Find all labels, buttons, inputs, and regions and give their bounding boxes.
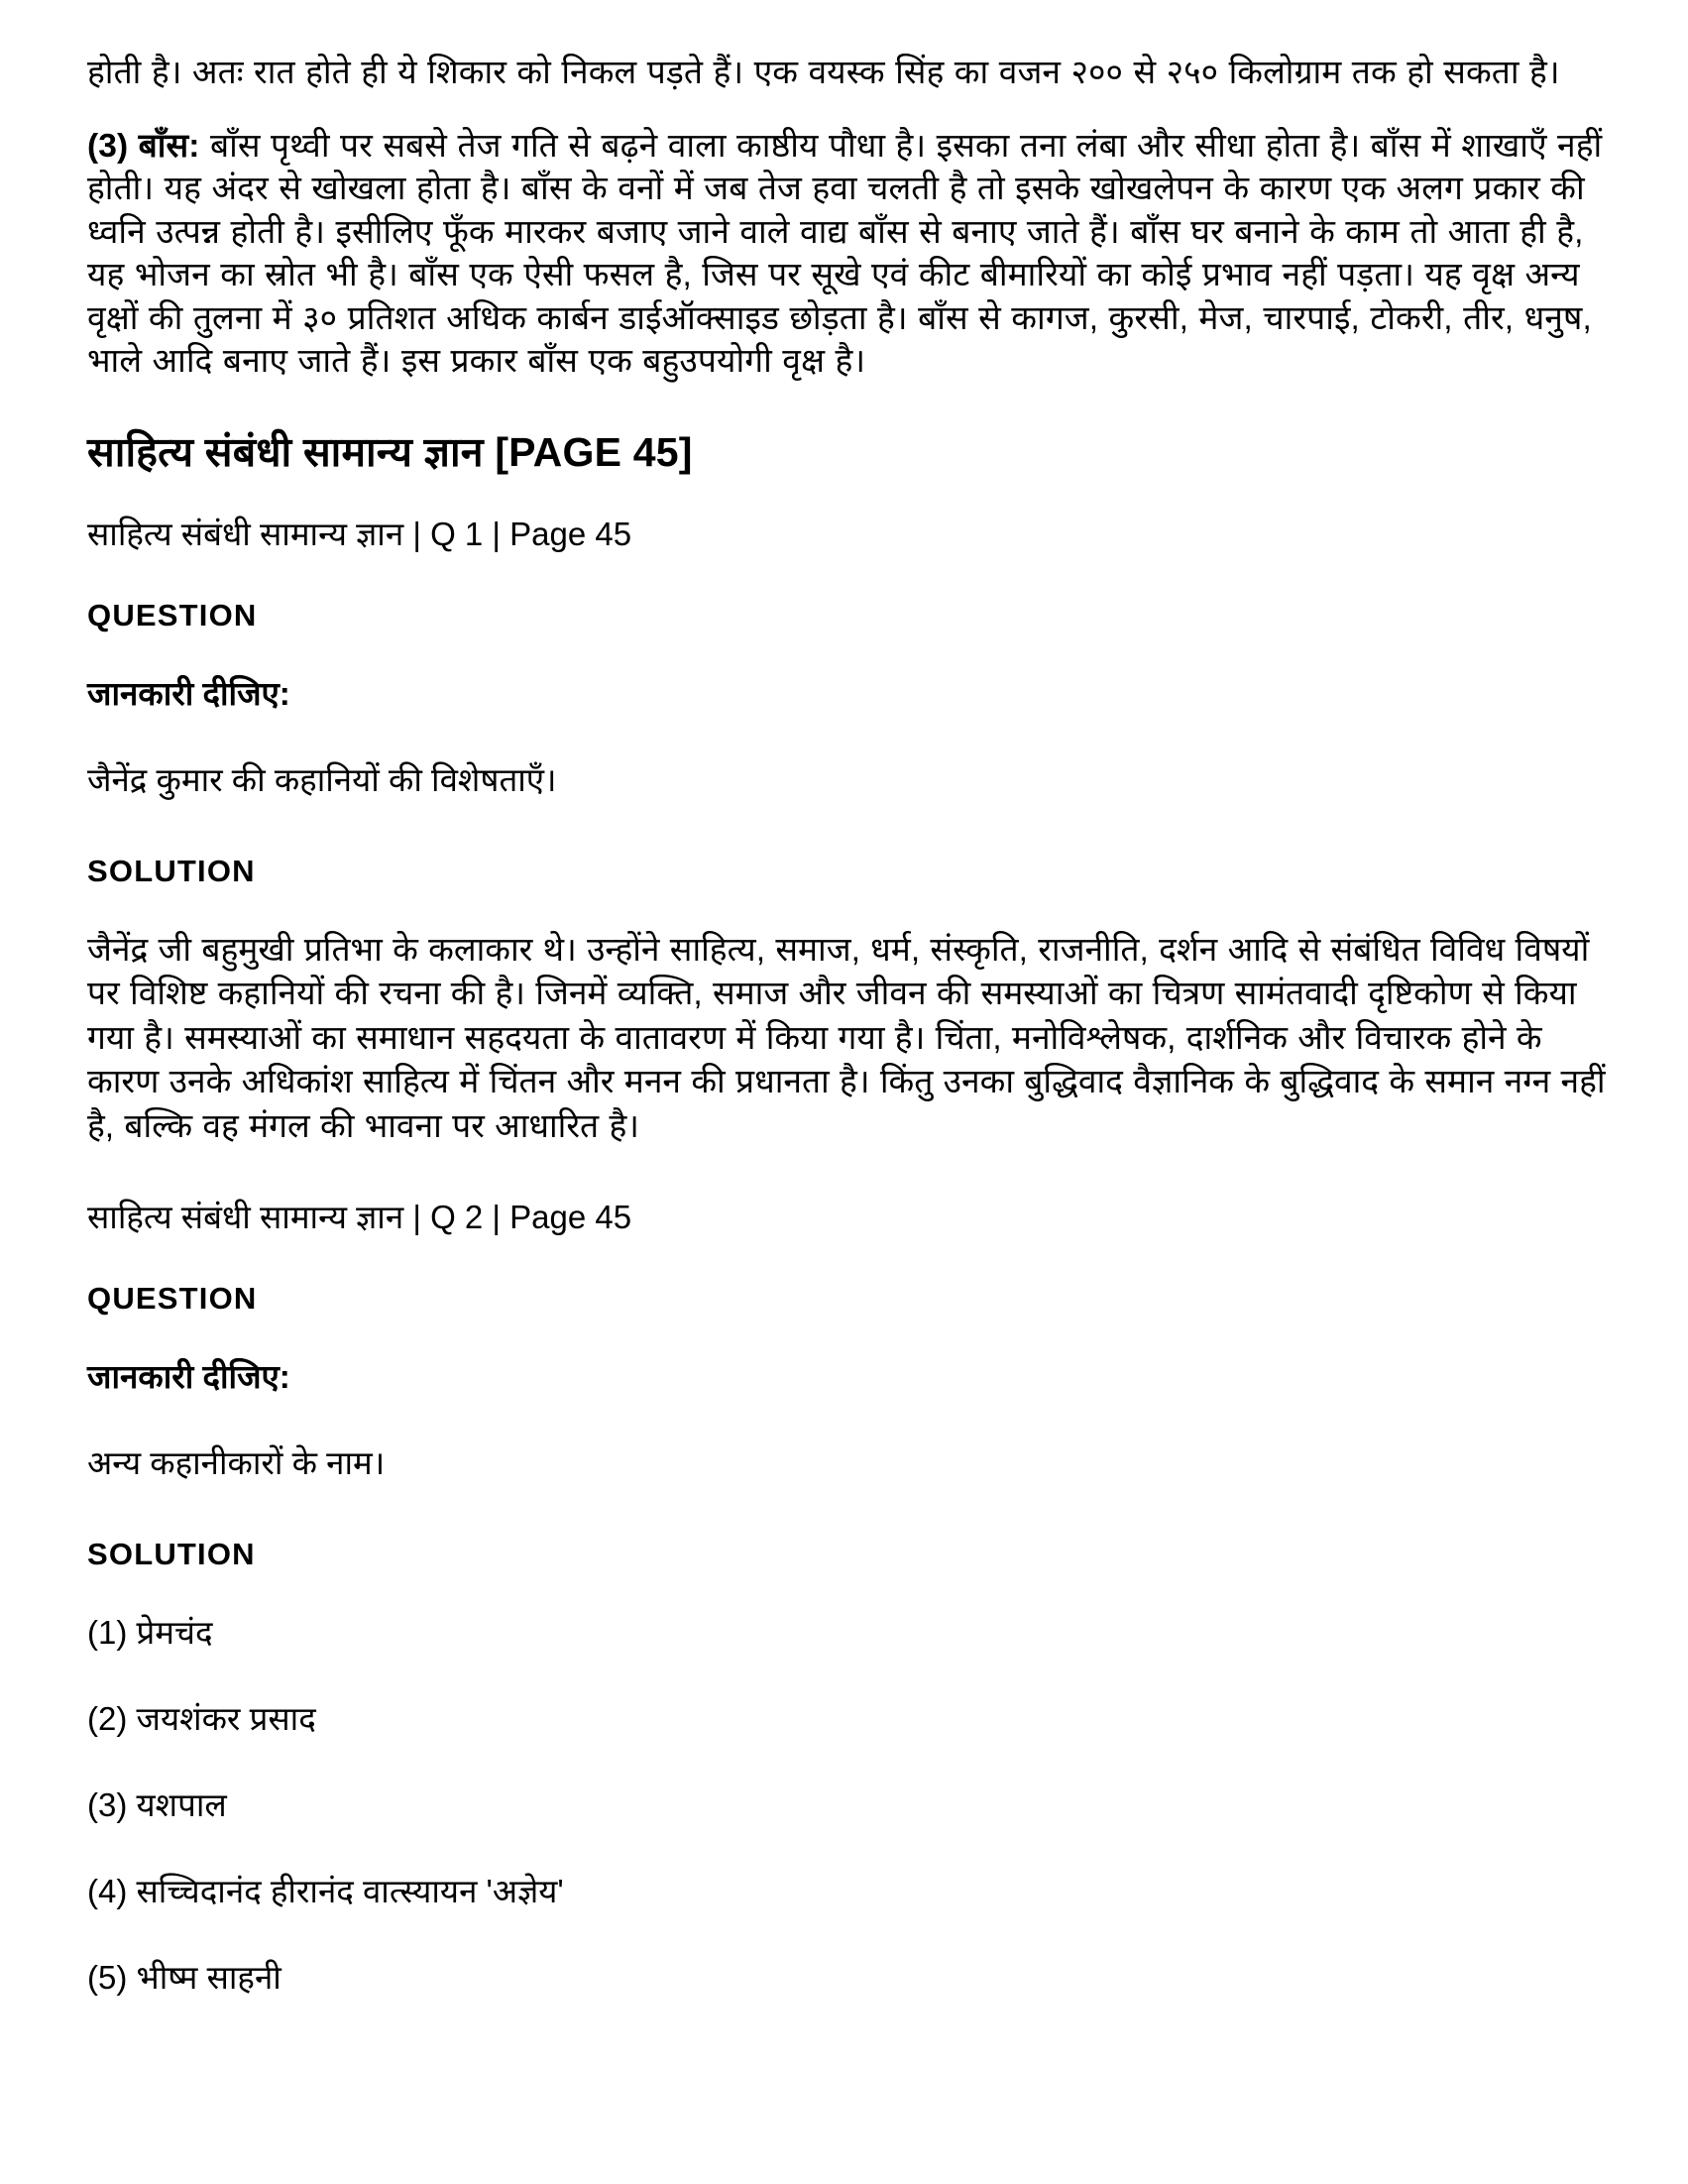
list-item: (1) प्रेमचंद bbox=[87, 1614, 213, 1652]
question-body-q2: अन्य कहानीकारों के नाम। bbox=[87, 1444, 386, 1482]
question-body-q1: जैनेंद्र कुमार की कहानियों की विशेषताएँ। bbox=[87, 760, 557, 798]
spacer bbox=[87, 1185, 1611, 1197]
question-reference-q2: साहित्य संबंधी सामान्य ज्ञान | Q 2 | Page 45 bbox=[87, 1199, 632, 1236]
list-item: (3) यशपाल bbox=[87, 1785, 227, 1823]
question-prompt-q1: जानकारी दीजिए: bbox=[87, 674, 290, 712]
list-item: (2) जयशंकर प्रसाद bbox=[87, 1700, 316, 1738]
list-item: (4) सच्चिदानंद हीरानंद वात्स्यायन 'अज्ञेय' bbox=[87, 1872, 564, 1909]
solution-label-q2: SOLUTION bbox=[87, 1537, 256, 1572]
question-label-q2: QUESTION bbox=[87, 1281, 258, 1317]
list-item: (5) भीष्म साहनी bbox=[87, 1958, 281, 1996]
solution-label-q1: SOLUTION bbox=[87, 853, 256, 888]
paragraph-lion-continuation: होती है। अतः रात होते ही ये शिकार को निकल पड़ते हैं। एक वयस्क सिंह का वजन २०० से २५० किलोग्राम तक हो सकता है। bbox=[87, 55, 1560, 91]
bamboo-body-text: बाँस पृथ्वी पर सबसे तेज गति से बढ़ने वाला काष्ठीय पौधा है। इसका तना लंबा और सीधा होता है। बाँस में शाखाएँ नहीं होती। यह अंदर से खोखला होता है। बाँस के वनों में जब तेज हवा चलती है तो इसके खोखलेपन के कारण एक अलग प्रकार की ध्वनि उत्पन्न होती है। इसीलिए फूँक मारकर बजाए जाने वाले वाद्य बाँस से बनाए जाते हैं। बाँस घर बनाने के काम तो आता ही है, यह भोजन का स्रोत भी है। बाँस एक ऐसी फसल है, जिस पर सूखे एवं कीट बीमारियों का कोई प्रभाव नहीं पड़ता। यह वृक्ष अन्य वृक्षों की तुलना में ३० प्रतिशत अधिक कार्बन डाईऑक्साइड छोड़ता है। बाँस से कागज, कुरसी, मेज, चारपाई, टोकरी, तीर, धनुष, भाले आदि बनाए जाते हैं। इस प्रकार बाँस एक बहुउपयोगी वृक्ष है। bbox=[87, 127, 1603, 381]
question-reference-q1: साहित्य संबंधी सामान्य ज्ञान | Q 1 | Page 45 bbox=[87, 516, 632, 553]
solution-list-q2 bbox=[87, 1612, 1611, 1999]
question-prompt-q2: जानकारी दीजिए: bbox=[87, 1358, 290, 1396]
bamboo-lead-label: (3) बाँस: bbox=[87, 127, 200, 165]
question-label-q1: QUESTION bbox=[87, 597, 258, 632]
solution-text-q1: जैनेंद्र जी बहुमुखी प्रतिभा के कलाकार थे। उन्होंने साहित्य, समाज, धर्म, संस्कृति, राजनीति, दर्शन आदि से संबंधित विविध विषयों पर विशिष्ट कहानियों की रचना की है। जिनमें व्यक्ति, समाज और जीवन की समस्याओं का चित्रण सामंतवादी दृष्टिकोण से किया गया है। समस्याओं का समाधान सहदयता के वातावरण में किया गया है। चिंता, मनोविश्लेषक, दार्शनिक और विचारक होने के कारण उनके अधिकांश साहित्य में चिंतन और मनन की प्रधानता है। किंतु उनका बुद्धिवाद वैज्ञानिक के बुद्धिवाद के समान नग्न नहीं है, बल्कि वह मंगल की भावना पर आधारित है। bbox=[87, 931, 1606, 1145]
paragraph-bamboo bbox=[87, 125, 1611, 384]
section-heading: साहित्य संबंधी सामान्य ज्ञान [PAGE 45] bbox=[87, 428, 693, 475]
